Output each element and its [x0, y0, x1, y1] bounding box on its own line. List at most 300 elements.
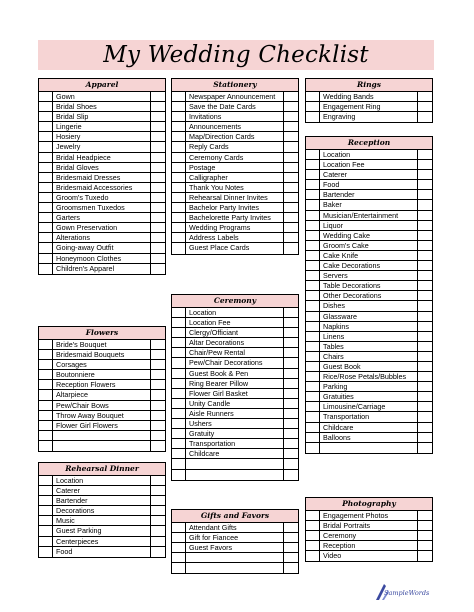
done-cell[interactable]: [418, 291, 432, 300]
checklist-row: [172, 439, 298, 449]
done-cell[interactable]: [284, 213, 298, 222]
section-apparel: [38, 78, 166, 275]
done-cell[interactable]: [284, 409, 298, 418]
done-cell[interactable]: [284, 173, 298, 182]
done-cell[interactable]: [418, 221, 432, 230]
checklist-row: [39, 264, 165, 274]
item-label: Ceremony Cards: [186, 153, 284, 162]
checkbox[interactable]: [39, 340, 53, 349]
done-cell[interactable]: [418, 200, 432, 209]
item-label: [186, 553, 284, 562]
checkbox[interactable]: [306, 402, 320, 411]
section-header: Rings: [306, 79, 432, 92]
done-cell[interactable]: [151, 173, 165, 182]
item-label: Table Decorations: [320, 281, 418, 290]
checklist-row: [39, 254, 165, 264]
done-cell[interactable]: [418, 531, 432, 540]
item-label: Liquor: [320, 221, 418, 230]
checkbox[interactable]: [172, 173, 186, 182]
checkbox[interactable]: [172, 223, 186, 232]
done-cell[interactable]: [418, 541, 432, 550]
checklist-row: [306, 541, 432, 551]
checkbox[interactable]: [172, 348, 186, 357]
checkbox[interactable]: [306, 231, 320, 240]
done-cell[interactable]: [284, 348, 298, 357]
checkbox[interactable]: [306, 541, 320, 550]
checkbox[interactable]: [172, 533, 186, 542]
done-cell[interactable]: [418, 402, 432, 411]
checkbox[interactable]: [172, 243, 186, 253]
checkbox[interactable]: [306, 251, 320, 260]
done-cell[interactable]: [151, 243, 165, 252]
done-cell[interactable]: [418, 160, 432, 169]
checkbox[interactable]: [172, 563, 186, 573]
checkbox[interactable]: [172, 213, 186, 222]
checkbox[interactable]: [39, 516, 53, 525]
checklist-row: [172, 193, 298, 203]
done-cell[interactable]: [151, 112, 165, 121]
checkbox[interactable]: [172, 153, 186, 162]
done-cell[interactable]: [151, 421, 165, 430]
checklist-row: [306, 443, 432, 453]
checkbox[interactable]: [39, 421, 53, 430]
checkbox[interactable]: [172, 92, 186, 101]
checkbox[interactable]: [306, 160, 320, 169]
checklist-row: [39, 203, 165, 213]
checkbox[interactable]: [172, 318, 186, 327]
checkbox[interactable]: [172, 338, 186, 347]
checklist-rows: [39, 92, 165, 274]
done-cell[interactable]: [284, 243, 298, 253]
checkbox[interactable]: [172, 183, 186, 192]
done-cell[interactable]: [418, 180, 432, 189]
done-cell[interactable]: [284, 470, 298, 480]
checkbox[interactable]: [39, 142, 53, 151]
checkbox[interactable]: [172, 449, 186, 458]
done-cell[interactable]: [284, 318, 298, 327]
done-cell[interactable]: [151, 264, 165, 274]
checkbox[interactable]: [172, 369, 186, 378]
done-cell[interactable]: [418, 433, 432, 442]
checkbox[interactable]: [39, 476, 53, 485]
done-cell[interactable]: [151, 203, 165, 212]
item-label: Newspaper Announcement: [186, 92, 284, 101]
done-cell[interactable]: [418, 443, 432, 453]
checkbox[interactable]: [39, 92, 53, 101]
checklist-row: [39, 153, 165, 163]
checklist-row: [39, 547, 165, 557]
checklist-row: [39, 92, 165, 102]
done-cell[interactable]: [418, 231, 432, 240]
checkbox[interactable]: [172, 419, 186, 428]
done-cell[interactable]: [418, 392, 432, 401]
done-cell[interactable]: [418, 312, 432, 321]
done-cell[interactable]: [151, 411, 165, 420]
checkbox[interactable]: [39, 411, 53, 420]
checkbox[interactable]: [306, 342, 320, 351]
done-cell[interactable]: [151, 132, 165, 141]
checkbox[interactable]: [306, 180, 320, 189]
checkbox[interactable]: [172, 470, 186, 480]
done-cell[interactable]: [418, 332, 432, 341]
checkbox[interactable]: [306, 392, 320, 401]
done-cell[interactable]: [151, 92, 165, 101]
checkbox[interactable]: [172, 379, 186, 388]
checklist-row: [306, 511, 432, 521]
item-label: Baker: [320, 200, 418, 209]
checkbox[interactable]: [39, 486, 53, 495]
done-cell[interactable]: [151, 431, 165, 440]
checkbox[interactable]: [306, 352, 320, 361]
done-cell[interactable]: [284, 553, 298, 562]
checkbox[interactable]: [306, 382, 320, 391]
checkbox[interactable]: [306, 362, 320, 371]
checklist-row: [172, 328, 298, 338]
checklist-row: [306, 190, 432, 200]
done-cell[interactable]: [151, 153, 165, 162]
checkbox[interactable]: [306, 443, 320, 453]
done-cell[interactable]: [284, 102, 298, 111]
done-cell[interactable]: [151, 360, 165, 369]
checklist-row: [172, 173, 298, 183]
done-cell[interactable]: [151, 183, 165, 192]
item-label: Gift for Fiancee: [186, 533, 284, 542]
checklist-rows: [306, 511, 432, 561]
section-header: Apparel: [39, 79, 165, 92]
done-cell[interactable]: [151, 102, 165, 111]
checkbox[interactable]: [306, 200, 320, 209]
done-cell[interactable]: [418, 211, 432, 220]
done-cell[interactable]: [151, 380, 165, 389]
done-cell[interactable]: [418, 511, 432, 520]
checkbox[interactable]: [39, 102, 53, 111]
item-label: Transportation: [186, 439, 284, 448]
checkbox[interactable]: [39, 370, 53, 379]
done-cell[interactable]: [151, 516, 165, 525]
checkbox[interactable]: [172, 439, 186, 448]
checkbox[interactable]: [172, 193, 186, 202]
done-cell[interactable]: [418, 372, 432, 381]
checkbox[interactable]: [172, 553, 186, 562]
checkbox[interactable]: [172, 203, 186, 212]
checklist-row: [306, 291, 432, 301]
checkbox[interactable]: [39, 401, 53, 410]
checkbox[interactable]: [172, 132, 186, 141]
section-header: Gifts and Favors: [172, 510, 298, 523]
done-cell[interactable]: [284, 328, 298, 337]
checkbox[interactable]: [39, 223, 53, 232]
done-cell[interactable]: [284, 429, 298, 438]
checkbox[interactable]: [306, 412, 320, 421]
checkbox[interactable]: [172, 429, 186, 438]
item-label: Flower Girl Flowers: [53, 421, 151, 430]
done-cell[interactable]: [284, 533, 298, 542]
done-cell[interactable]: [151, 526, 165, 535]
done-cell[interactable]: [284, 389, 298, 398]
item-label: Boutonniere: [53, 370, 151, 379]
done-cell[interactable]: [418, 251, 432, 260]
checkbox[interactable]: [306, 511, 320, 520]
done-cell[interactable]: [284, 163, 298, 172]
done-cell[interactable]: [418, 150, 432, 159]
checkbox[interactable]: [172, 389, 186, 398]
checkbox[interactable]: [172, 459, 186, 468]
done-cell[interactable]: [284, 563, 298, 573]
checkbox[interactable]: [39, 153, 53, 162]
checkbox[interactable]: [39, 132, 53, 141]
done-cell[interactable]: [284, 419, 298, 428]
section-gifts-and-favors: [171, 509, 299, 574]
item-label: Rehearsal Dinner Invites: [186, 193, 284, 202]
done-cell[interactable]: [418, 112, 432, 122]
checkbox[interactable]: [306, 423, 320, 432]
section-header: Ceremony: [172, 295, 298, 308]
done-cell[interactable]: [284, 439, 298, 448]
checkbox[interactable]: [39, 213, 53, 222]
item-label: Other Decorations: [320, 291, 418, 300]
done-cell[interactable]: [151, 390, 165, 399]
done-cell[interactable]: [418, 362, 432, 371]
done-cell[interactable]: [284, 358, 298, 367]
checkbox[interactable]: [306, 211, 320, 220]
done-cell[interactable]: [151, 142, 165, 151]
checkbox[interactable]: [39, 173, 53, 182]
section-header: Photography: [306, 498, 432, 511]
checkbox[interactable]: [39, 390, 53, 399]
done-cell[interactable]: [284, 193, 298, 202]
checkbox[interactable]: [172, 409, 186, 418]
done-cell[interactable]: [284, 203, 298, 212]
checkbox[interactable]: [39, 243, 53, 252]
done-cell[interactable]: [284, 92, 298, 101]
done-cell[interactable]: [151, 537, 165, 546]
checkbox[interactable]: [306, 322, 320, 331]
done-cell[interactable]: [418, 342, 432, 351]
checkbox[interactable]: [172, 308, 186, 317]
done-cell[interactable]: [151, 213, 165, 222]
checkbox[interactable]: [39, 163, 53, 172]
checkbox[interactable]: [172, 399, 186, 408]
checkbox[interactable]: [306, 271, 320, 280]
done-cell[interactable]: [151, 233, 165, 242]
done-cell[interactable]: [284, 338, 298, 347]
checklist-row: [39, 526, 165, 536]
checklist-row: [306, 392, 432, 402]
done-cell[interactable]: [284, 112, 298, 121]
done-cell[interactable]: [284, 183, 298, 192]
done-cell[interactable]: [284, 543, 298, 552]
item-label: Chairs: [320, 352, 418, 361]
done-cell[interactable]: [418, 92, 432, 101]
item-label: [320, 443, 418, 453]
checkbox[interactable]: [306, 312, 320, 321]
done-cell[interactable]: [151, 441, 165, 451]
checkbox[interactable]: [306, 281, 320, 290]
done-cell[interactable]: [151, 340, 165, 349]
done-cell[interactable]: [418, 551, 432, 561]
done-cell[interactable]: [418, 412, 432, 421]
checkbox[interactable]: [306, 190, 320, 199]
checkbox[interactable]: [39, 380, 53, 389]
done-cell[interactable]: [151, 223, 165, 232]
checkbox[interactable]: [172, 328, 186, 337]
done-cell[interactable]: [418, 382, 432, 391]
checklist-row: [39, 431, 165, 441]
checkbox[interactable]: [39, 112, 53, 121]
checkbox[interactable]: [306, 551, 320, 561]
checkbox[interactable]: [39, 431, 53, 440]
checkbox[interactable]: [39, 254, 53, 263]
item-label: Location: [320, 150, 418, 159]
checklist-row: [306, 332, 432, 342]
checklist-row: [306, 521, 432, 531]
checkbox[interactable]: [172, 122, 186, 131]
checklist-row: [172, 318, 298, 328]
checklist-row: [39, 112, 165, 122]
checkbox[interactable]: [306, 372, 320, 381]
checklist-row: [39, 360, 165, 370]
checkbox[interactable]: [39, 496, 53, 505]
checkbox[interactable]: [172, 523, 186, 532]
checkbox[interactable]: [306, 261, 320, 270]
item-label: Wedding Programs: [186, 223, 284, 232]
checklist-row: [306, 372, 432, 382]
item-label: Bridal Gloves: [53, 163, 151, 172]
item-label: Address Labels: [186, 233, 284, 242]
done-cell[interactable]: [284, 399, 298, 408]
done-cell[interactable]: [284, 449, 298, 458]
checklist-row: [172, 399, 298, 409]
checkbox[interactable]: [172, 358, 186, 367]
checkbox[interactable]: [306, 241, 320, 250]
checklist-row: [306, 342, 432, 352]
done-cell[interactable]: [418, 301, 432, 310]
item-label: Alterations: [53, 233, 151, 242]
checkbox[interactable]: [39, 537, 53, 546]
checkbox[interactable]: [306, 102, 320, 111]
item-label: Garters: [53, 213, 151, 222]
checkbox[interactable]: [172, 163, 186, 172]
done-cell[interactable]: [284, 379, 298, 388]
done-cell[interactable]: [418, 521, 432, 530]
item-label: Bartender: [320, 190, 418, 199]
checkbox[interactable]: [39, 183, 53, 192]
checkbox[interactable]: [39, 193, 53, 202]
done-cell[interactable]: [284, 308, 298, 317]
done-cell[interactable]: [418, 322, 432, 331]
done-cell[interactable]: [151, 193, 165, 202]
done-cell[interactable]: [284, 142, 298, 151]
done-cell[interactable]: [418, 241, 432, 250]
checkbox[interactable]: [39, 441, 53, 451]
checkbox[interactable]: [306, 92, 320, 101]
done-cell[interactable]: [151, 254, 165, 263]
item-label: Bridal Portraits: [320, 521, 418, 530]
done-cell[interactable]: [284, 459, 298, 468]
item-label: Ceremony: [320, 531, 418, 540]
checkbox[interactable]: [306, 301, 320, 310]
checklist-row: [172, 470, 298, 480]
checklist-row: [306, 112, 432, 122]
done-cell[interactable]: [418, 102, 432, 111]
done-cell[interactable]: [418, 271, 432, 280]
done-cell[interactable]: [151, 476, 165, 485]
checkbox[interactable]: [306, 170, 320, 179]
done-cell[interactable]: [151, 122, 165, 131]
checklist-row: [172, 163, 298, 173]
checkbox[interactable]: [39, 233, 53, 242]
checkbox[interactable]: [306, 150, 320, 159]
done-cell[interactable]: [151, 486, 165, 495]
done-cell[interactable]: [284, 233, 298, 242]
item-label: [186, 459, 284, 468]
checklist-row: [306, 382, 432, 392]
done-cell[interactable]: [151, 350, 165, 359]
checklist-row: [306, 221, 432, 231]
done-cell[interactable]: [151, 370, 165, 379]
checklist-row: [39, 370, 165, 380]
checkbox[interactable]: [306, 433, 320, 442]
done-cell[interactable]: [418, 261, 432, 270]
checkbox[interactable]: [39, 526, 53, 535]
checklist-row: [39, 537, 165, 547]
done-cell[interactable]: [151, 547, 165, 557]
checkbox[interactable]: [306, 112, 320, 122]
checkbox[interactable]: [172, 112, 186, 121]
done-cell[interactable]: [151, 506, 165, 515]
checklist-row: [172, 533, 298, 543]
done-cell[interactable]: [151, 163, 165, 172]
checkbox[interactable]: [39, 350, 53, 359]
checkbox[interactable]: [39, 203, 53, 212]
checklist-row: [306, 423, 432, 433]
checkbox[interactable]: [39, 360, 53, 369]
checkbox[interactable]: [39, 264, 53, 274]
done-cell[interactable]: [418, 423, 432, 432]
checkbox[interactable]: [172, 102, 186, 111]
checklist-row: [172, 449, 298, 459]
done-cell[interactable]: [151, 401, 165, 410]
item-label: Unity Candle: [186, 399, 284, 408]
checkbox[interactable]: [172, 142, 186, 151]
checkbox[interactable]: [306, 531, 320, 540]
checkbox[interactable]: [172, 233, 186, 242]
done-cell[interactable]: [284, 223, 298, 232]
done-cell[interactable]: [284, 132, 298, 141]
done-cell[interactable]: [284, 122, 298, 131]
checkbox[interactable]: [39, 506, 53, 515]
item-label: Save the Date Cards: [186, 102, 284, 111]
done-cell[interactable]: [418, 352, 432, 361]
done-cell[interactable]: [284, 153, 298, 162]
checkbox[interactable]: [306, 221, 320, 230]
checkbox[interactable]: [39, 122, 53, 131]
item-label: Napkins: [320, 322, 418, 331]
checkbox[interactable]: [39, 547, 53, 557]
done-cell[interactable]: [418, 190, 432, 199]
done-cell[interactable]: [418, 170, 432, 179]
checkbox[interactable]: [172, 543, 186, 552]
done-cell[interactable]: [418, 281, 432, 290]
checkbox[interactable]: [306, 521, 320, 530]
checkbox[interactable]: [306, 291, 320, 300]
checklist-row: [39, 163, 165, 173]
checklist-row: [39, 441, 165, 451]
done-cell[interactable]: [284, 523, 298, 532]
done-cell[interactable]: [151, 496, 165, 505]
checkbox[interactable]: [306, 332, 320, 341]
done-cell[interactable]: [284, 369, 298, 378]
